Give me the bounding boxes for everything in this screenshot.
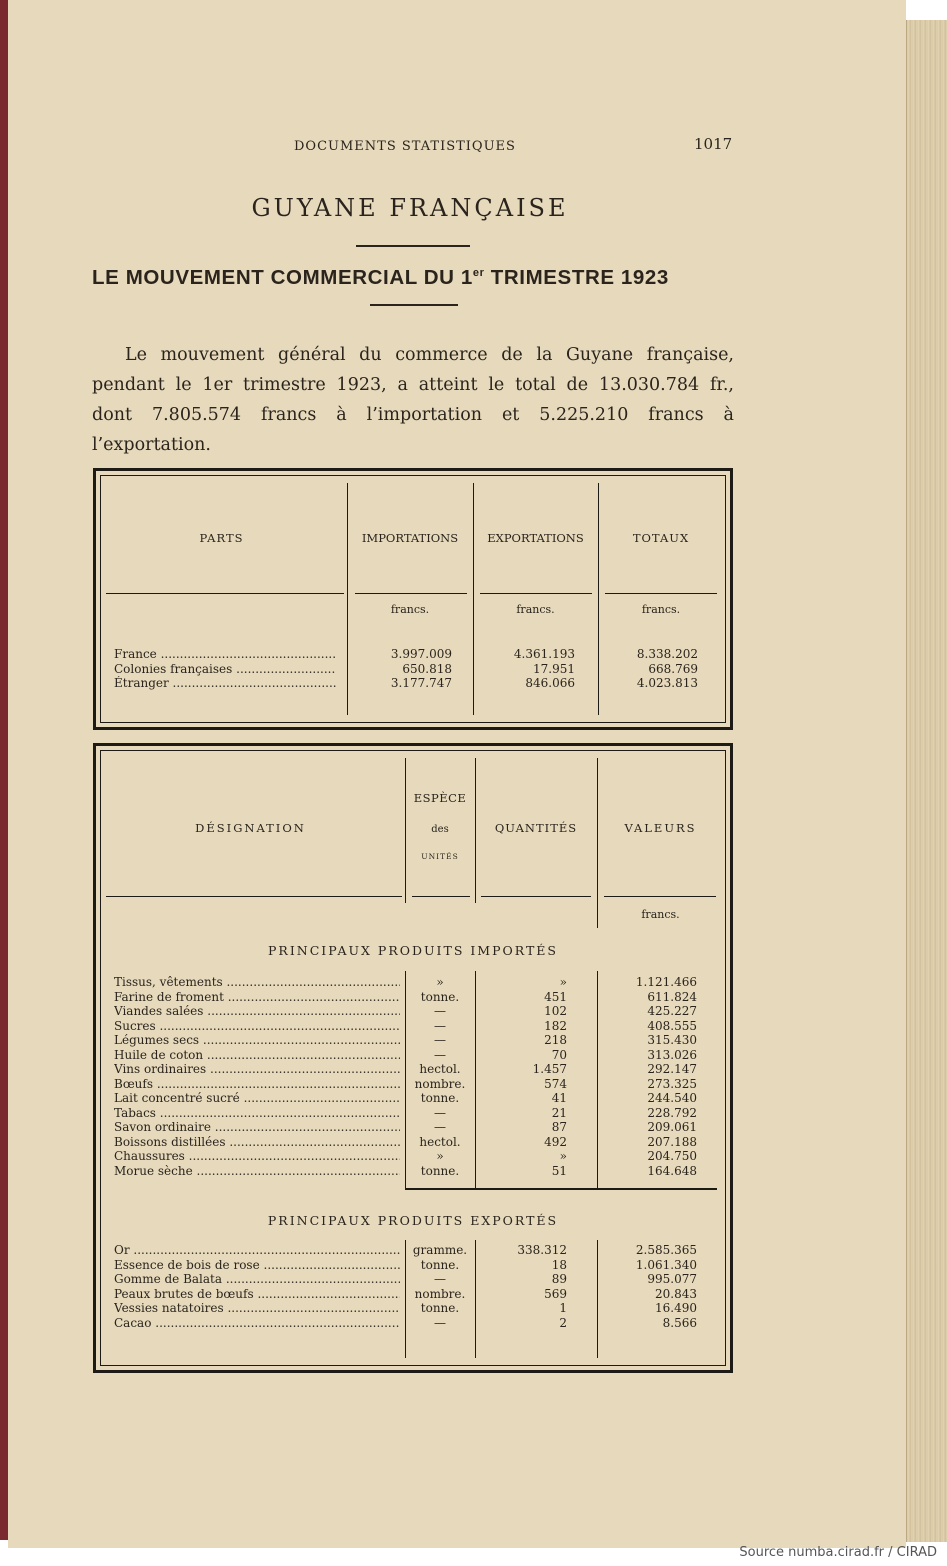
value-francs: 1.061.340 xyxy=(635,1257,697,1272)
quantity-value: 574 xyxy=(544,1076,567,1091)
header-rule xyxy=(604,896,716,897)
value-francs: 611.824 xyxy=(647,989,697,1004)
product-name: Tabacs ..... xyxy=(114,1106,400,1120)
col-divider xyxy=(597,758,598,928)
exports-section-title: PRINCIPAUX PRODUITS EXPORTÉS xyxy=(267,1213,559,1228)
product-name: Vessies natatoires ..... xyxy=(114,1301,400,1315)
importations-value: 3.177.747 xyxy=(390,676,452,690)
unit-label: francs. xyxy=(516,603,555,616)
quantity-value: 41 xyxy=(551,1091,567,1105)
value-francs: 315.430 xyxy=(647,1033,697,1047)
unit-type: » xyxy=(436,1149,444,1163)
table-row xyxy=(96,1004,724,1018)
subtitle xyxy=(92,266,669,290)
quantity-value: 492 xyxy=(544,1134,567,1149)
table-row xyxy=(96,1272,724,1286)
unit-type: — xyxy=(434,1105,446,1120)
product-name: Chaussures ..... xyxy=(114,1149,400,1163)
table-row xyxy=(96,975,724,989)
quantity-value: 18 xyxy=(551,1257,567,1272)
unit-type: tonne. xyxy=(420,1091,460,1105)
quantity-value: 1.457 xyxy=(532,1062,567,1076)
product-name: Légumes secs ..... xyxy=(114,1033,400,1047)
row-label: France ..... xyxy=(114,647,336,661)
exportations-value: 17.951 xyxy=(533,661,575,676)
unit-type: — xyxy=(434,1004,446,1018)
exportations-value: 846.066 xyxy=(525,676,575,690)
header-valeurs: VALEURS xyxy=(624,821,697,835)
header-unites: UNITÉS xyxy=(421,852,459,861)
table-row xyxy=(96,1062,724,1076)
subtitle-before: LE MOUVEMENT COMMERCIAL DU 1 xyxy=(92,266,473,289)
unit-type: tonne. xyxy=(420,1163,460,1178)
value-francs: 408.555 xyxy=(647,1018,697,1033)
product-name: Huile de coton ..... xyxy=(114,1048,400,1062)
totaux-value: 8.338.202 xyxy=(636,647,698,661)
imports-bottom-rule xyxy=(405,1188,717,1190)
unit-type: hectol. xyxy=(419,1062,461,1076)
table-row xyxy=(96,647,724,661)
quantity-value: 569 xyxy=(544,1286,567,1301)
row-label: Étranger ..... xyxy=(114,676,336,690)
header-quantites: QUANTITÉS xyxy=(494,821,578,835)
table-row xyxy=(96,1287,724,1301)
intro-paragraph xyxy=(92,340,734,460)
products-table xyxy=(93,743,733,1373)
product-name: Viandes salées ..... xyxy=(114,1004,400,1018)
value-francs: 313.026 xyxy=(647,1047,697,1062)
table-row xyxy=(96,1164,724,1178)
table-row xyxy=(96,662,724,676)
quantity-value: 70 xyxy=(551,1047,567,1062)
product-name: Cacao ..... xyxy=(114,1316,400,1330)
header-rule xyxy=(412,896,470,897)
value-francs: 209.061 xyxy=(647,1120,697,1134)
intro-line: pendant le 1er trimestre 1923, a atteint le total de 13.030.784 fr., xyxy=(92,375,734,395)
product-name: Vins ordinaires ..... xyxy=(114,1062,400,1076)
quantity-value: 21 xyxy=(551,1105,567,1120)
quantity-value: 218 xyxy=(544,1033,567,1047)
product-name: Sucres ..... xyxy=(114,1019,400,1033)
quantity-value: 182 xyxy=(544,1018,567,1033)
title-rule xyxy=(356,245,470,247)
quantity-value: 87 xyxy=(551,1120,567,1134)
table-row xyxy=(96,1149,724,1163)
page-title: GUYANE FRANÇAISE xyxy=(251,194,569,222)
intro-line: l’exportation. xyxy=(92,435,211,455)
unit-type: nombre. xyxy=(414,1076,466,1091)
value-francs: 228.792 xyxy=(647,1105,697,1120)
importations-value: 650.818 xyxy=(402,661,452,676)
book-binding xyxy=(0,0,8,1540)
value-francs: 425.227 xyxy=(647,1004,697,1018)
header-rule xyxy=(106,593,344,594)
product-name: Morue sèche ..... xyxy=(114,1164,400,1178)
unit-type: — xyxy=(434,1018,446,1033)
imports-section-title: PRINCIPAUX PRODUITS IMPORTÉS xyxy=(268,943,558,958)
unit-type: — xyxy=(434,1315,446,1330)
product-name: Bœufs ..... xyxy=(114,1077,400,1091)
unit-type: tonne. xyxy=(420,1301,460,1315)
quantity-value: » xyxy=(559,975,567,989)
quantity-value: 51 xyxy=(551,1163,567,1178)
table-row xyxy=(96,1077,724,1091)
product-name: Savon ordinaire ..... xyxy=(114,1120,400,1134)
header-rule xyxy=(605,593,717,594)
header-rule xyxy=(355,593,467,594)
value-francs: 207.188 xyxy=(647,1134,697,1149)
header-espece: ESPÈCE xyxy=(413,791,467,805)
quantity-value: 102 xyxy=(544,1004,567,1018)
totaux-value: 4.023.813 xyxy=(636,676,698,690)
product-name: Gomme de Balata ..... xyxy=(114,1272,400,1286)
value-francs: 292.147 xyxy=(647,1062,697,1076)
unit-type: nombre. xyxy=(414,1286,466,1301)
header-rule xyxy=(481,896,591,897)
value-francs: 2.585.365 xyxy=(635,1243,697,1257)
source-credit: Source numba.cirad.fr / CIRAD xyxy=(739,1545,937,1560)
table-row xyxy=(96,676,724,690)
quantity-value: 1 xyxy=(559,1301,567,1315)
header-importations: IMPORTATIONS xyxy=(361,531,459,545)
unit-label: francs. xyxy=(641,603,681,616)
table-row xyxy=(96,1243,724,1257)
table-row xyxy=(96,1316,724,1330)
value-francs: 995.077 xyxy=(647,1272,697,1286)
page-edges xyxy=(906,20,947,1542)
quantity-value: 2 xyxy=(559,1315,567,1330)
unit-label: francs. xyxy=(390,603,430,616)
totaux-value: 668.769 xyxy=(648,661,698,676)
table-row xyxy=(96,1301,724,1315)
unit-type: hectol. xyxy=(419,1134,461,1149)
unit-type: gramme. xyxy=(412,1243,468,1257)
intro-line: dont 7.805.574 francs à l’importation et 5.225.210 francs à xyxy=(92,405,734,425)
header-exportations: EXPORTATIONS xyxy=(487,531,584,545)
quantity-value: » xyxy=(559,1149,567,1163)
product-name: Boissons distillées ..... xyxy=(114,1135,400,1149)
unit-type: — xyxy=(434,1120,446,1134)
subtitle-rule xyxy=(370,304,458,306)
table-row xyxy=(96,1048,724,1062)
product-name: Farine de froment ..... xyxy=(114,990,400,1004)
value-francs: 164.648 xyxy=(647,1163,697,1178)
value-francs: 16.490 xyxy=(655,1301,697,1315)
table-row xyxy=(96,1135,724,1149)
unit-type: tonne. xyxy=(420,989,460,1004)
quantity-value: 451 xyxy=(544,989,567,1004)
exportations-value: 4.361.193 xyxy=(513,647,575,661)
value-francs: 20.843 xyxy=(655,1286,697,1301)
unit-label: francs. xyxy=(641,908,680,921)
product-name: Or ..... xyxy=(114,1243,400,1257)
parts-table xyxy=(93,468,733,730)
unit-type: — xyxy=(434,1033,446,1047)
header-parts: PARTS xyxy=(199,531,244,545)
unit-type: — xyxy=(434,1272,446,1286)
quantity-value: 338.312 xyxy=(517,1243,567,1257)
header-rule xyxy=(480,593,592,594)
table-row xyxy=(96,1019,724,1033)
value-francs: 1.121.466 xyxy=(635,975,697,989)
quantity-value: 89 xyxy=(551,1272,567,1286)
table-row xyxy=(96,1258,724,1272)
running-head: DOCUMENTS STATISTIQUES xyxy=(294,139,516,154)
unit-type: » xyxy=(436,975,444,989)
product-name: Peaux brutes de bœufs ..... xyxy=(114,1287,400,1301)
header-designation: DÉSIGNATION xyxy=(195,821,306,835)
table-row xyxy=(96,1033,724,1047)
header-totaux: TOTAUX xyxy=(632,531,690,545)
row-label: Colonies françaises ..... xyxy=(114,662,336,676)
header-rule xyxy=(106,896,402,897)
unit-type: tonne. xyxy=(420,1257,460,1272)
table-row xyxy=(96,1091,724,1105)
table-row xyxy=(96,1120,724,1134)
product-name: Essence de bois de rose ..... xyxy=(114,1258,400,1272)
header-des: des xyxy=(431,824,449,835)
page-number: 1017 xyxy=(694,135,733,153)
table-row xyxy=(96,1106,724,1120)
unit-type: — xyxy=(434,1047,446,1062)
product-name: Lait concentré sucré ..... xyxy=(114,1091,400,1105)
value-francs: 273.325 xyxy=(647,1076,697,1091)
product-name: Tissus, vêtements ..... xyxy=(114,975,400,989)
intro-line: Le mouvement général du commerce de la Guyane française, xyxy=(125,345,734,365)
subtitle-after: TRIMESTRE 1923 xyxy=(484,266,669,289)
table-row xyxy=(96,990,724,1004)
importations-value: 3.997.009 xyxy=(390,647,452,661)
value-francs: 8.566 xyxy=(662,1315,697,1330)
value-francs: 244.540 xyxy=(647,1091,697,1105)
subtitle-sup: er xyxy=(472,267,485,280)
value-francs: 204.750 xyxy=(647,1149,697,1163)
